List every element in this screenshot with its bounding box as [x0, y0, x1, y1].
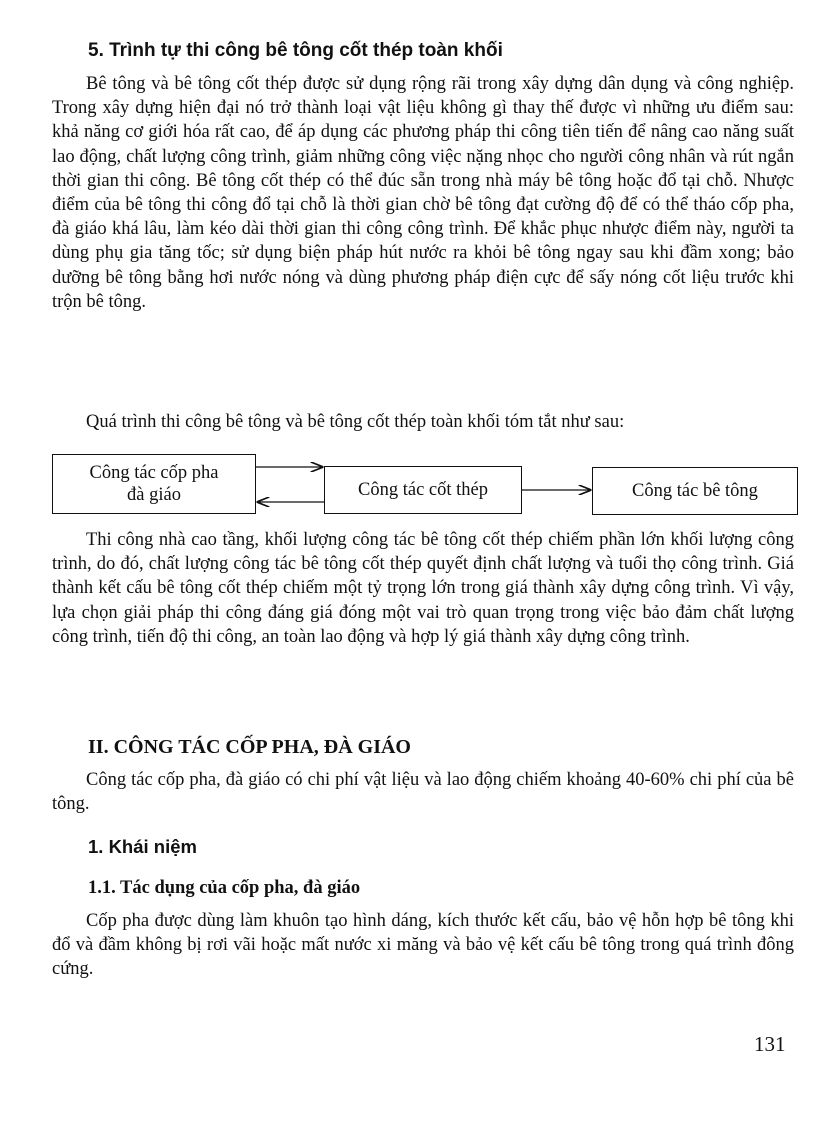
box-concrete: Công tác bê tông	[592, 467, 798, 515]
paragraph-5: Cốp pha được dùng làm khuôn tạo hình dáng, kích thước kết cấu, bảo vệ hỗn hợp bê tông khi đổ và đầm không bị rơi vãi hoặc mất nước xi măng và bảo vệ kết cấu bê tông trong quá trình đông cứng.	[52, 911, 794, 980]
page-number: 131	[754, 1032, 786, 1056]
paragraph-4: Công tác cốp pha, đà giáo có chi phí vật liệu và lao động chiếm khoảng 40-60% chi phí của bê tông.	[52, 770, 794, 815]
paragraph-1: Bê tông và bê tông cốt thép được sử dụng rộng rãi trong xây dựng dân dụng và công nghiệp. Trong xây dựng hiện đại nó trở thành loại vật liệu không gì thay thế được vì những ưu điểm sau: khả năng cơ giới hóa rất cao, để áp dụng các phương pháp thi công tiên tiến để nâng cao năng suất lao động, chất lượng công trình, giảm những công việc nặng nhọc cho người công nhân và rút ngắn thời gian thi công. Bê tông cốt thép có thể đúc sẵn trong nhà máy bê tông hoặc đổ tại chỗ. Nhược điểm của bê tông thi công đổ tại chỗ là thời gian chờ bê tông đạt cường độ để có thể tháo cốp pha, đà giáo khá lâu, làm kéo dài thời gian thi công công trình. Để khắc phục nhược điểm này, người ta dùng phụ gia tăng tốc; sử dụng biện pháp hút nước ra khỏi bê tông ngay sau khi đầm xong; bảo dưỡng bê tông bằng hơi nước nóng và dùng phương pháp điện cực để sấy nóng cốt liệu trước khi trộn bê tông.	[52, 74, 794, 312]
paragraph-2: Quá trình thi công bê tông và bê tông cốt thép toàn khối tóm tắt như sau:	[86, 412, 625, 432]
subsection-1-1-heading: 1.1. Tác dụng của cốp pha, đà giáo	[88, 878, 361, 898]
box-formwork-line2: đà giáo	[127, 485, 181, 505]
box-reinforcement: Công tác cốt thép	[324, 466, 522, 514]
diagram-arrows	[52, 450, 794, 520]
box-formwork-line1: Công tác cốp pha	[89, 463, 219, 483]
section-5-heading: 5. Trình tự thi công bê tông cốt thép toàn khối	[88, 40, 503, 61]
section-ii-heading: II. CÔNG TÁC CỐP PHA, ĐÀ GIÁO	[88, 736, 411, 758]
paragraph-3: Thi công nhà cao tầng, khối lượng công tác bê tông cốt thép chiếm phần lớn khối lượng công trình, do đó, chất lượng công tác bê tông cốt thép quyết định chất lượng và tuổi thọ công trình. Giá thành kết cấu bê tông cốt thép chiếm một tỷ trọng lớn trong giá thành xây dựng công trình. Vì vậy, lựa chọn giải pháp thi công đáng giá đóng một vai trò quan trọng trong việc bảo đảm chất lượng công trình, tiến độ thi công, an toàn lao động và hợp lý giá thành xây dựng công trình.	[52, 530, 794, 647]
subsection-1-heading: 1. Khái niệm	[88, 836, 197, 857]
